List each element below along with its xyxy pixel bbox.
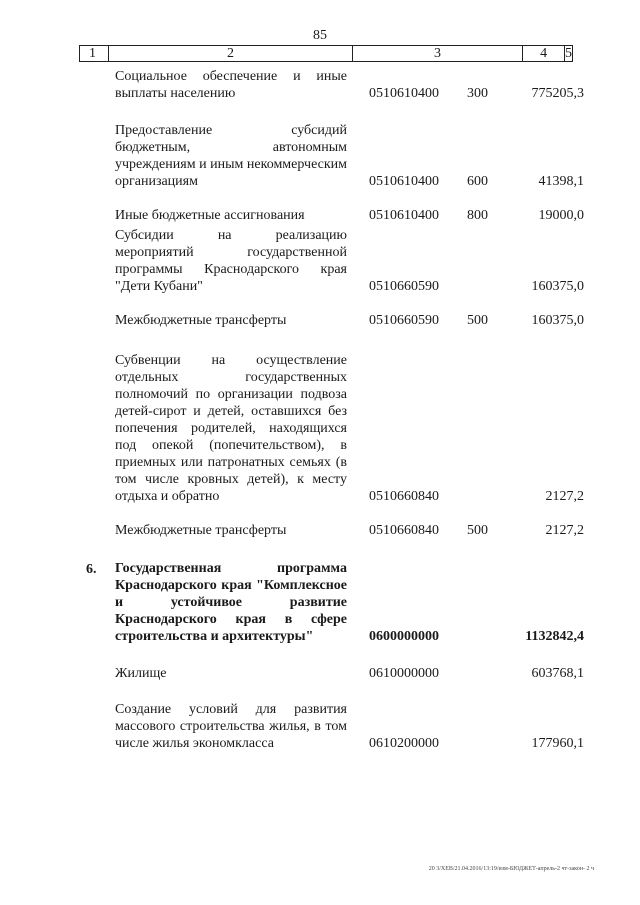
table-row <box>0 110 640 190</box>
header-col-5: 5 <box>565 46 572 61</box>
row-amount: 603768,1 <box>531 666 584 681</box>
row-amount: 1132842,4 <box>525 629 584 644</box>
table-row <box>0 228 640 295</box>
row-expense-type: 500 <box>467 523 488 538</box>
row-amount: 41398,1 <box>538 174 584 189</box>
row-expense-type: 500 <box>467 313 488 328</box>
document-footer: 20 3/ХЕВ/21.04.2016/13:19/изм-БЮДЖЕТ-апрель-2 чт-закон- 2 ч <box>428 866 594 872</box>
header-col-1: 1 <box>80 46 109 61</box>
row-amount: 177960,1 <box>531 736 584 751</box>
row-expense-type: 600 <box>467 174 488 189</box>
row-amount: 2127,2 <box>545 489 584 504</box>
row-code: 0510660590 <box>369 279 439 294</box>
table-row <box>0 340 640 505</box>
row-description: Предоставление субсидий бюджетным, автономным учреждениям и иным некоммерческим организациям <box>115 123 347 189</box>
table-row <box>0 305 640 329</box>
page-number: 85 <box>313 28 327 43</box>
row-description: Государственная программа Краснодарского края "Комплексное и устойчивое развитие Краснодарского края в сфере строительства и архитектуры" <box>115 561 347 644</box>
row-code: 0600000000 <box>369 629 439 644</box>
row-description: Создание условий для развития массового строительства жилья, в том числе жилья экономкласса <box>115 702 347 751</box>
row-description: Межбюджетные трансферты <box>115 523 287 538</box>
table-row <box>0 660 640 682</box>
row-number: 6. <box>86 562 97 577</box>
table-row <box>0 697 640 752</box>
row-description: Субвенции на осуществление отдельных государственных полномочий по организации подвоза детей-сирот и детей, оставшихся без попечения родителей, находящихся под опекой (попечительством), в приемных или патронатных семьях (в том числе кровных детей), к месту отдыха и обратно <box>115 353 347 504</box>
row-code: 0510610400 <box>369 86 439 101</box>
header-col-4: 4 <box>523 46 565 61</box>
row-expense-type: 800 <box>467 208 488 223</box>
row-description: Субсидии на реализацию мероприятий государственной программы Краснодарского края "Дети Кубани" <box>115 228 347 294</box>
row-description: Межбюджетные трансферты <box>115 313 287 328</box>
row-code: 0510610400 <box>369 174 439 189</box>
table-row <box>0 64 640 102</box>
row-amount: 2127,2 <box>545 523 584 538</box>
row-code: 0510660590 <box>369 313 439 328</box>
table-header <box>79 45 573 62</box>
row-expense-type: 300 <box>467 86 488 101</box>
row-description: Иные бюджетные ассигнования <box>115 208 305 223</box>
table-row-program <box>0 548 640 645</box>
header-col-3: 3 <box>353 46 524 61</box>
row-code: 0510610400 <box>369 208 439 223</box>
row-code: 0610200000 <box>369 736 439 751</box>
row-code: 0510660840 <box>369 489 439 504</box>
row-amount: 19000,0 <box>538 208 584 223</box>
row-amount: 775205,3 <box>531 86 584 101</box>
row-amount: 160375,0 <box>531 279 584 294</box>
table-row <box>0 514 640 539</box>
header-col-2: 2 <box>109 46 352 61</box>
table-row <box>0 200 640 224</box>
row-code: 0510660840 <box>369 523 439 538</box>
row-amount: 160375,0 <box>531 313 584 328</box>
row-code: 0610000000 <box>369 666 439 681</box>
row-description: Жилище <box>115 666 167 681</box>
row-description: Социальное обеспечение и иные выплаты населению <box>115 69 347 101</box>
